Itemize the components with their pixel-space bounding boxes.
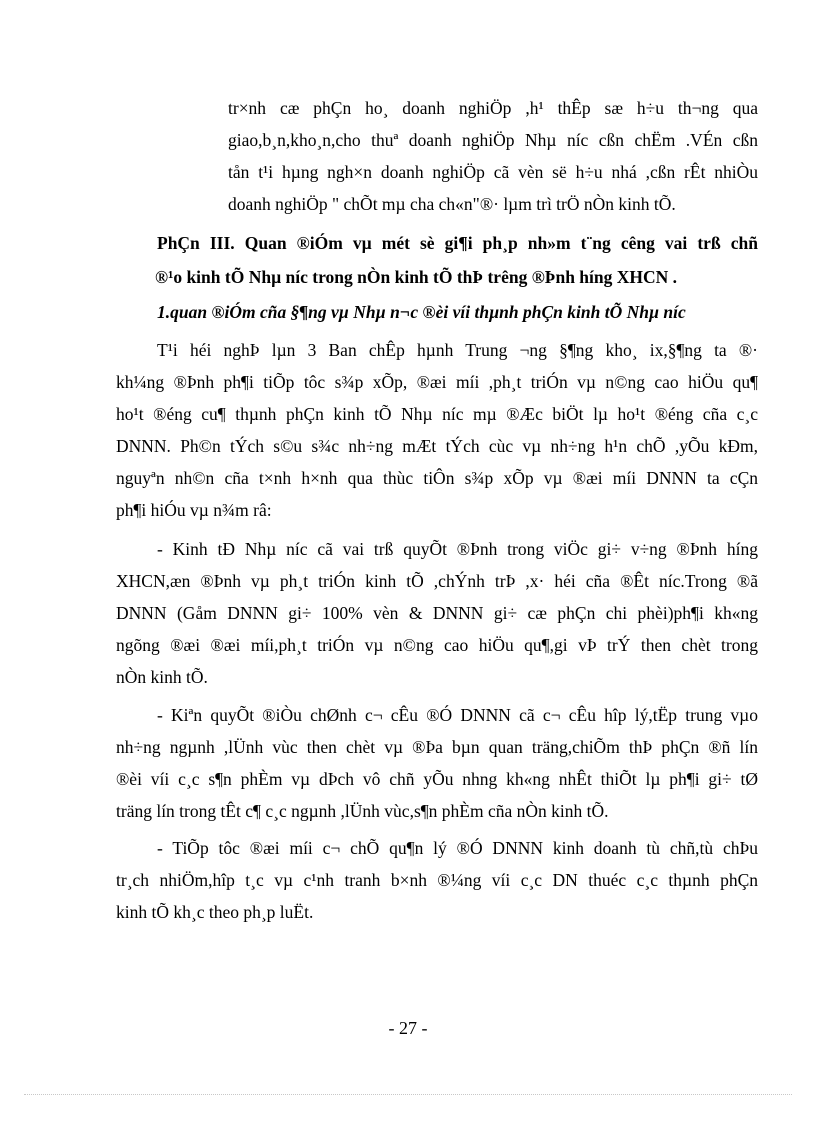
text-line: nh÷ng ngµnh ,lÜnh vùc then chèt vµ ®Þa bµn quan träng,chiÕm thÞ phÇn ®ñ lín <box>116 737 758 757</box>
text-line: giao,b¸n,kho¸n,cho thuª doanh nghiÖp Nhµ níc cßn chËm .VÉn cßn <box>228 130 758 150</box>
text-line: ngõng ®æi ®æi míi,ph¸t triÓn vµ n©ng cao hiÖu qu¶,gi vÞ trÝ then chèt trong <box>116 635 758 655</box>
bullet-paragraph-2 <box>116 699 758 827</box>
text-line: tr¸ch nhiÖm,hîp t¸c vµ c¹nh tranh b×nh ®¼ng víi c¸c DN thuéc c¸c thµnh phÇn <box>116 870 758 890</box>
text-line: - Kinh tÐ Nhµ níc cã vai trß quyÕt ®Þnh trong viÖc gi÷ v÷ng ®Þnh híng <box>157 539 758 559</box>
text-line: träng lín trong tÊt c¶ c¸c ngµnh ,lÜnh vùc,s¶n phÈm cña nÒn kinh tÕ. <box>116 801 609 821</box>
intro-paragraph <box>228 92 758 220</box>
bullet-paragraph-3 <box>116 832 758 928</box>
text-line: DNNN. Ph©n tÝch s©u s¾c nh÷ng mÆt tÝch cùc vµ nh÷ng h¹n chÕ ,yÕu kÐm, <box>116 436 758 456</box>
text-line: DNNN (Gåm DNNN gi÷ 100% vèn & DNNN gi÷ cæ phÇn chi phèi)ph¶i kh«ng <box>116 603 758 623</box>
text-line: XHCN,æn ®Þnh vµ ph¸t triÓn kinh tÕ ,chÝnh trÞ ,x· héi cña ®Êt níc.Trong ®ã <box>116 571 758 591</box>
text-line: - Kiªn quyÕt ®iÒu chØnh c¬ cÊu ®Ó DNNN cã c¬ cÊu hîp lý,tËp trung vµo <box>157 705 758 725</box>
text-line: ®èi víi c¸c s¶n phÈm vµ dÞch vô chñ yÕu nhng kh«ng nhÊt thiÕt lµ ph¶i gi÷ tØ <box>116 769 758 789</box>
text-line: nguyªn nh©n cña t×nh h×nh qua thùc tiÔn s¾p xÕp vµ ®æi míi DNNN ta cÇn <box>116 468 758 488</box>
bullet-paragraph-1 <box>116 533 758 693</box>
text-line: kh¼ng ®Þnh ph¶i tiÕp tôc s¾p xÕp, ®æi míi ,ph¸t triÓn vµ n©ng cao hiÖu qu¶ <box>116 372 758 392</box>
heading-line: ®¹o kinh tÕ Nhµ níc trong nÒn kinh tÕ thÞ trêng ®Þnh híng XHCN . <box>155 267 678 287</box>
text-line: kinh tÕ kh¸c theo ph¸p luËt. <box>116 902 314 922</box>
text-line: tr×nh cæ phÇn ho¸ doanh nghiÖp ,h¹ thÊp sæ h÷u th¬ng qua <box>228 98 758 118</box>
text-line: - TiÕp tôc ®æi míi c¬ chÕ qu¶n lý ®Ó DNNN kinh doanh tù chñ,tù chÞu <box>157 838 758 858</box>
text-line: ph¶i hiÓu vµ n¾m râ: <box>116 500 272 520</box>
text-line: ho¹t ®éng cu¶ thµnh phÇn kinh tÕ Nhµ níc mµ ®Æc biÖt lµ ho¹t ®éng cña c¸c <box>116 404 758 424</box>
page-bottom-rule <box>24 1094 792 1095</box>
subsection-heading <box>157 296 758 328</box>
body-paragraph <box>116 334 758 526</box>
text-line: doanh nghiÖp " chÕt mµ cha ch«n"®· lµm trì trÖ nÒn kinh tÕ. <box>228 194 676 214</box>
text-line: nÒn kinh tÕ. <box>116 667 208 687</box>
heading-line: PhÇn III. Quan ®iÓm vµ mét sè gi¶i ph¸p nh»m t¨ng cêng vai trß chñ <box>157 233 758 253</box>
page-number: - 27 - <box>388 1018 428 1038</box>
heading-line: 1.quan ®iÓm cña §¶ng vµ Nhµ n¬c ®èi víi thµnh phÇn kinh tÕ Nhµ níc <box>157 302 686 322</box>
text-line: tån t¹i hµng ngh×n doanh nghiÖp cã vèn së h÷u nhá ,cßn rÊt nhiÒu <box>228 162 758 182</box>
section-heading <box>157 226 758 294</box>
text-line: T¹i héi nghÞ lµn 3 Ban chÊp hµnh Trung ¬ng §¶ng kho¸ ix,§¶ng ta ®· <box>157 340 758 360</box>
